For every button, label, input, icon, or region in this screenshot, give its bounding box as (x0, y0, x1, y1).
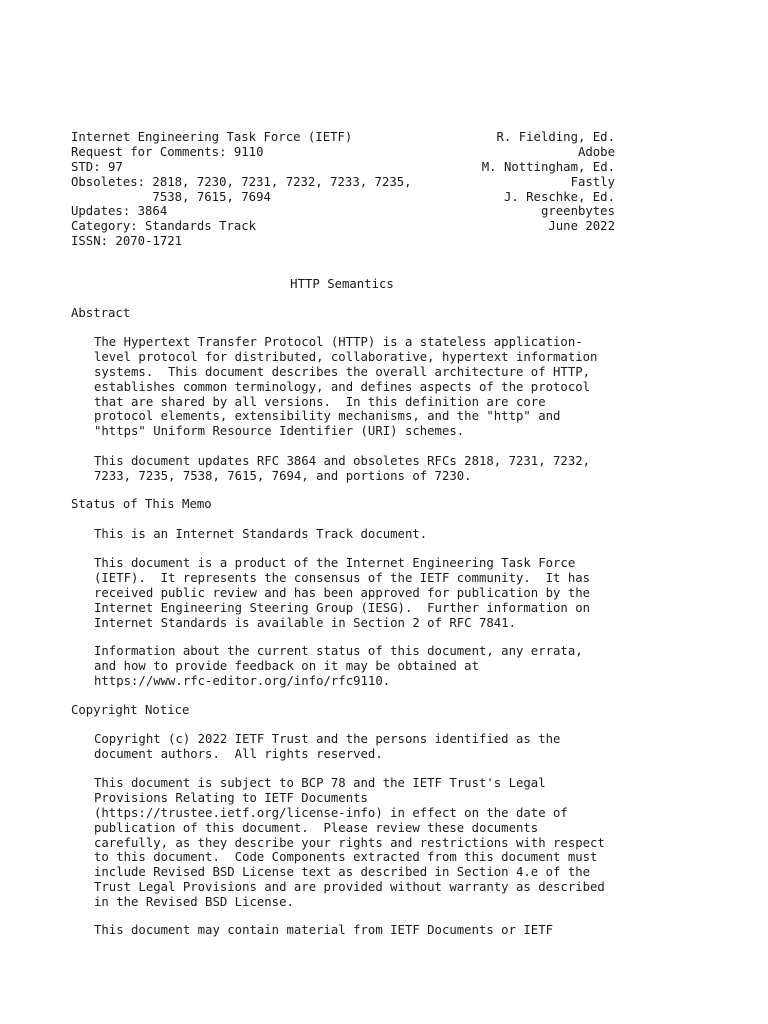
text-line: Internet Engineering Steering Group (IESG). Further information on (94, 600, 591, 615)
header-row (71, 130, 615, 145)
text-line: The Hypertext Transfer Protocol (HTTP) is a stateless application- (94, 335, 583, 349)
header-row (71, 190, 615, 205)
header-right: Adobe (577, 144, 615, 159)
header-right: greenbytes (540, 204, 615, 219)
header-left: Updates: 3864 (71, 204, 168, 219)
text-line: that are shared by all versions. In this definition are core (94, 394, 546, 409)
header-left: Internet Engineering Task Force (IETF) (71, 130, 353, 144)
header-row (71, 175, 615, 190)
abstract-heading: Abstract (71, 306, 131, 320)
header-right: June 2022 (548, 219, 615, 234)
text-line: to this document. Code Components extracted from this document must (94, 850, 598, 865)
text-line: Provisions Relating to IETF Documents (94, 790, 368, 805)
text-line: This document updates RFC 3864 and obsoletes RFCs 2818, 7231, 7232, (94, 454, 591, 468)
header-row (71, 145, 615, 160)
text-line: level protocol for distributed, collaborative, hypertext information (94, 349, 598, 364)
text-line: Copyright (c) 2022 IETF Trust and the persons identified as the (94, 732, 561, 746)
header-left: STD: 97 (71, 159, 123, 174)
header-right: R. Fielding, Ed. (496, 130, 615, 144)
text-line: include Revised BSD License text as described in Section 4.e of the (94, 865, 591, 880)
copyright-paragraph-3 (94, 923, 634, 938)
text-line: This is an Internet Standards Track document. (94, 527, 428, 541)
text-line: (IETF). It represents the consensus of the IETF community. It has (94, 570, 591, 585)
status-paragraph-1 (94, 527, 634, 542)
copyright-heading: Copyright Notice (71, 703, 190, 717)
document-title: HTTP Semantics (290, 277, 394, 291)
header-right: J. Reschke, Ed. (503, 189, 615, 204)
text-line: (https://trustee.ietf.org/license-info) in effect on the date of (94, 805, 568, 820)
status-paragraph-2 (94, 556, 634, 630)
header-left: Obsoletes: 2818, 7230, 7231, 7232, 7233, 7235, (71, 174, 412, 189)
document-header (71, 130, 615, 249)
text-line: publication of this document. Please review these documents (94, 820, 539, 835)
text-line: Information about the current status of this document, any errata, (94, 644, 583, 658)
text-line: https://www.rfc-editor.org/info/rfc9110. (94, 673, 391, 688)
status-heading: Status of This Memo (71, 497, 212, 511)
header-right: Fastly (570, 174, 615, 189)
abstract-paragraph-2 (94, 454, 634, 484)
text-line: This document may contain material from IETF Documents or IETF (94, 923, 554, 937)
text-line: received public review and has been approved for publication by the (94, 585, 591, 600)
text-line: This document is subject to BCP 78 and the IETF Trust's Legal (94, 776, 546, 790)
text-line: systems. This document describes the overall architecture of HTTP, (94, 364, 591, 379)
header-left: Request for Comments: 9110 (71, 144, 264, 159)
text-line: and how to provide feedback on it may be obtained at (94, 658, 479, 673)
header-row (71, 219, 615, 234)
header-row (71, 234, 615, 249)
text-line: Trust Legal Provisions and are provided without warranty as described (94, 880, 605, 895)
text-line: carefully, as they describe your rights and restrictions with respect (94, 835, 605, 850)
status-paragraph-3 (94, 644, 634, 689)
text-line: establishes common terminology, and defines aspects of the protocol (94, 379, 591, 394)
header-left: Category: Standards Track (71, 219, 257, 234)
header-row (71, 204, 615, 219)
header-right: M. Nottingham, Ed. (481, 159, 615, 174)
copyright-paragraph-2 (94, 776, 634, 910)
header-row (71, 160, 615, 175)
text-line: document authors. All rights reserved. (94, 746, 383, 761)
header-left: 7538, 7615, 7694 (71, 189, 271, 204)
header-left: ISSN: 2070-1721 (71, 234, 183, 249)
text-line: protocol elements, extensibility mechanisms, and the "http" and (94, 409, 561, 424)
text-line: This document is a product of the Internet Engineering Task Force (94, 556, 576, 570)
text-line: in the Revised BSD License. (94, 895, 294, 910)
abstract-paragraph-1 (94, 335, 634, 439)
text-line: "https" Uniform Resource Identifier (URI) schemes. (94, 424, 465, 439)
text-line: 7233, 7235, 7538, 7615, 7694, and portions of 7230. (94, 468, 472, 483)
copyright-paragraph-1 (94, 732, 634, 762)
text-line: Internet Standards is available in Section 2 of RFC 7841. (94, 615, 516, 630)
